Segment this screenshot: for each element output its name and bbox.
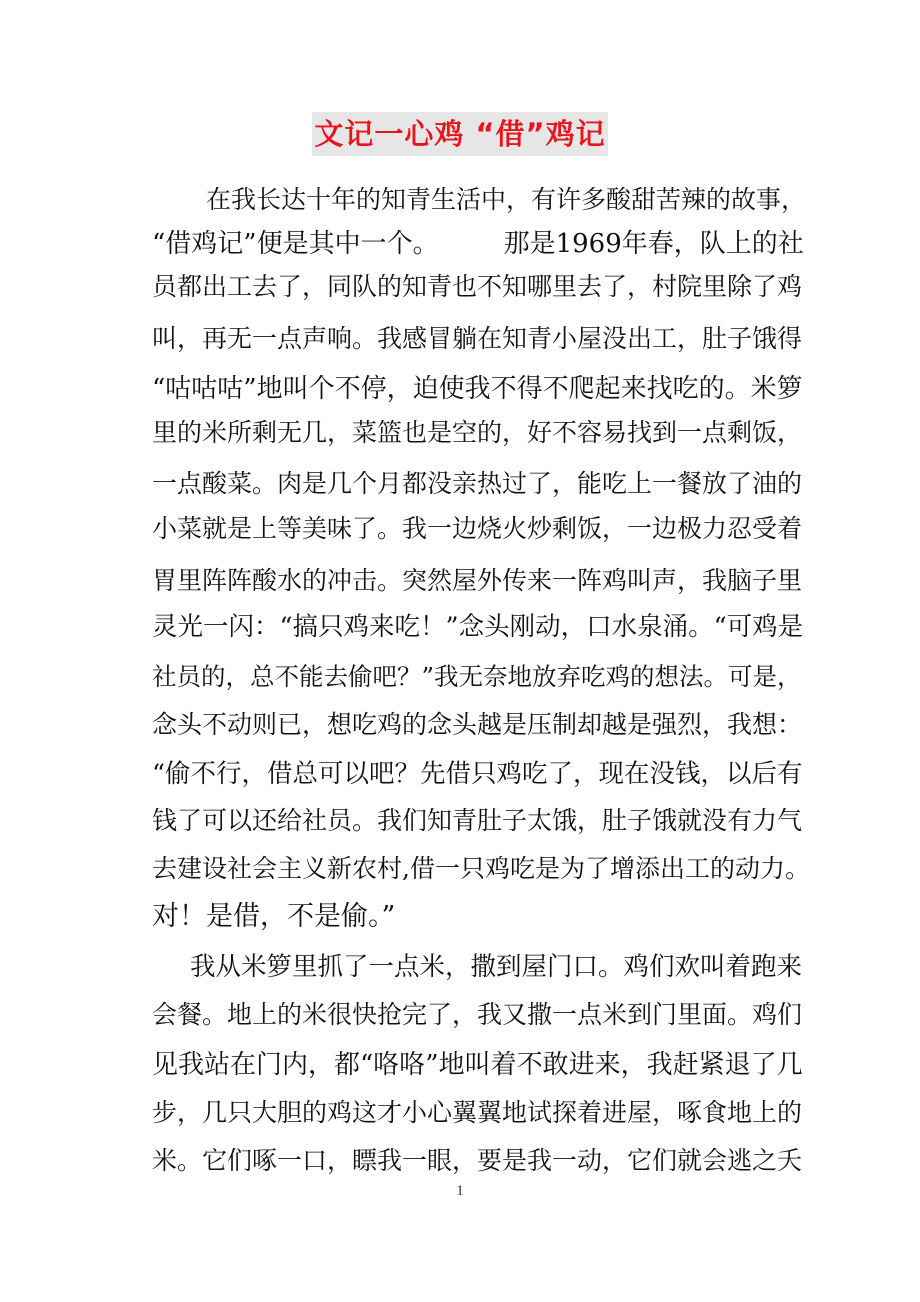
body-line: 叫，再无一点声响。我感冒躺在知青小屋没出工，肚子饿得 (152, 324, 803, 353)
body-line: 里的米所剩无几，菜篮也是空的，好不容易找到一点剩饭， (152, 418, 803, 447)
body-line: 步，几只大胆的鸡这才小心翼翼地试探着进屋，啄食地上的 (152, 1098, 803, 1127)
body-line: “咕咕咕”地叫个不停，迫使我不得不爬起来找吃的。米箩 (152, 374, 803, 404)
body-line: 员都出工去了，同队的知青也不知哪里去了，村院里除了鸡 (152, 272, 803, 301)
body-line: 念头不动则已，想吃鸡的念头越是压制却越是强烈，我想： (152, 710, 803, 739)
body-line: 钱了可以还给社员。我们知青肚子太饿，肚子饿就没有力气 (152, 806, 803, 835)
body-line: 社员的，总不能去偷吧？”我无奈地放弃吃鸡的想法。可是， (152, 662, 802, 691)
body-line: 小菜就是上等美味了。我一边烧火炒剩饭，一边极力忍受着 (152, 514, 803, 543)
body-line: 见我站在门内，都“咯咯”地叫着不敢进来，我赶紧退了几 (152, 1050, 803, 1080)
page-number: 1 (456, 1183, 464, 1199)
body-line: “借鸡记”便是其中一个。 那是1969年春，队上的社 (152, 229, 804, 259)
body-line: 在我长达十年的知青生活中，有许多酸甜苦辣的故事， (206, 185, 807, 214)
body-line: 一点酸菜。肉是几个月都没亲热过了，能吃上一餐放了油的 (152, 469, 803, 498)
body-line: 灵光一闪：“搞只鸡来吃！”念头刚动，口水泉涌。“可鸡是 (152, 612, 804, 642)
body-line: “偷不行，借总可以吧？先借只鸡吃了，现在没钱，以后有 (152, 759, 803, 789)
body-line: 米。它们啄一口，瞟我一眼，要是我一动，它们就会逃之夭 (152, 1146, 803, 1175)
body-line: 胃里阵阵酸水的冲击。突然屋外传来一阵鸡叫声，我脑子里 (152, 566, 803, 595)
body-line: 我从米箩里抓了一点米，撒到屋门口。鸡们欢叫着跑来 (190, 952, 803, 982)
body-line: 对！是借，不是偷。” (152, 901, 396, 932)
body-line: 去建设社会主义新农村,借一只鸡吃是为了增添出工的动力。 (152, 854, 810, 883)
body-line: 会餐。地上的米很快抢完了，我又撒一点米到门里面。鸡们 (152, 1000, 803, 1029)
document-title-text: 文记一心鸡 “借”鸡记 (312, 112, 607, 156)
document-title (0, 112, 920, 156)
